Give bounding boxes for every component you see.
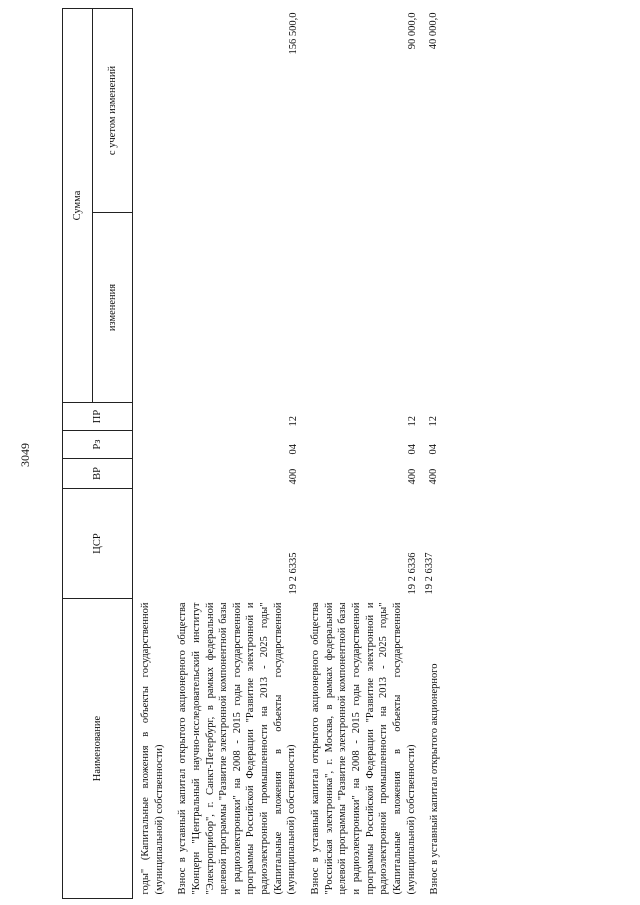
header-with-changes: с учетом изменений bbox=[93, 8, 133, 212]
table-row bbox=[422, 8, 446, 898]
row-with-changes: 90 000,0 bbox=[407, 12, 419, 50]
row-changes bbox=[133, 213, 171, 403]
row-with-changes: 40 000,0 bbox=[428, 12, 440, 50]
row-vr: 400 bbox=[288, 468, 300, 485]
row-pr: 12 bbox=[428, 416, 440, 427]
row-csr: 19 2 6335 bbox=[288, 552, 300, 595]
table-row bbox=[133, 8, 171, 898]
row-with-changes bbox=[133, 8, 171, 212]
row-rz bbox=[133, 431, 171, 459]
table-header bbox=[63, 8, 133, 898]
row-with-changes: 156 500,0 bbox=[288, 12, 300, 55]
row-name: Взнос в уставный капитал открытого акционерного общества "Концерн "Центральный научно-исследовательский институт "Электроприбор", г. Санкт-Петербург, в рамках федеральной целевой программы "Развитие электронной компонентной базы и радиоэлектроники" на 2008 - 2015 годы государственной программы Российской Федерации "Развитие электронной и радиоэлектронной промышленности на 2013 - 2025 годы" (Капитальные вложения в объекты государственной (муниципальной) собственности) bbox=[177, 602, 298, 895]
header-sum: Сумма bbox=[63, 8, 93, 402]
page-number: 3049 bbox=[18, 443, 32, 467]
table-row bbox=[170, 8, 303, 898]
row-name: Взнос в уставный капитал открытого акционерного общества "Российская электроника", г. Москва, в рамках федеральной целевой программы "Развитие электронной компонентной базы и радиоэлектроники" на 2008 - 2015 годы государственной программы Российской Федерации "Развитие электронной и радиоэлектронной промышленности на 2013 - 2025 годы" (Капитальные вложения в объекты государственной (муниципальной) собственности) bbox=[310, 602, 417, 895]
row-rz: 04 bbox=[407, 444, 419, 455]
header-vr: ВР bbox=[63, 459, 133, 489]
row-changes bbox=[170, 213, 303, 403]
row-changes bbox=[303, 213, 422, 403]
header-name: Наименование bbox=[63, 599, 133, 899]
row-rz: 04 bbox=[428, 444, 440, 455]
row-vr: 400 bbox=[428, 468, 440, 485]
table-row bbox=[303, 8, 422, 898]
row-csr bbox=[133, 489, 171, 599]
header-csr: ЦСР bbox=[63, 489, 133, 599]
row-changes bbox=[422, 213, 446, 403]
row-name: годы" (Капитальные вложения в объекты государственной (муниципальной) собственности) bbox=[140, 602, 165, 895]
budget-table bbox=[62, 8, 446, 899]
row-csr: 19 2 6337 bbox=[424, 552, 436, 595]
header-rz: Рз bbox=[63, 431, 133, 459]
row-vr: 400 bbox=[407, 468, 419, 485]
row-rz: 04 bbox=[288, 444, 300, 455]
row-name: Взнос в уставный капитал открытого акционерного bbox=[429, 663, 441, 895]
row-pr: 12 bbox=[288, 416, 300, 427]
row-csr: 19 2 6336 bbox=[407, 552, 419, 595]
row-pr bbox=[133, 403, 171, 431]
row-pr: 12 bbox=[407, 416, 419, 427]
row-vr bbox=[133, 459, 171, 489]
header-changes: изменения bbox=[93, 213, 133, 403]
header-pr: ПР bbox=[63, 403, 133, 431]
